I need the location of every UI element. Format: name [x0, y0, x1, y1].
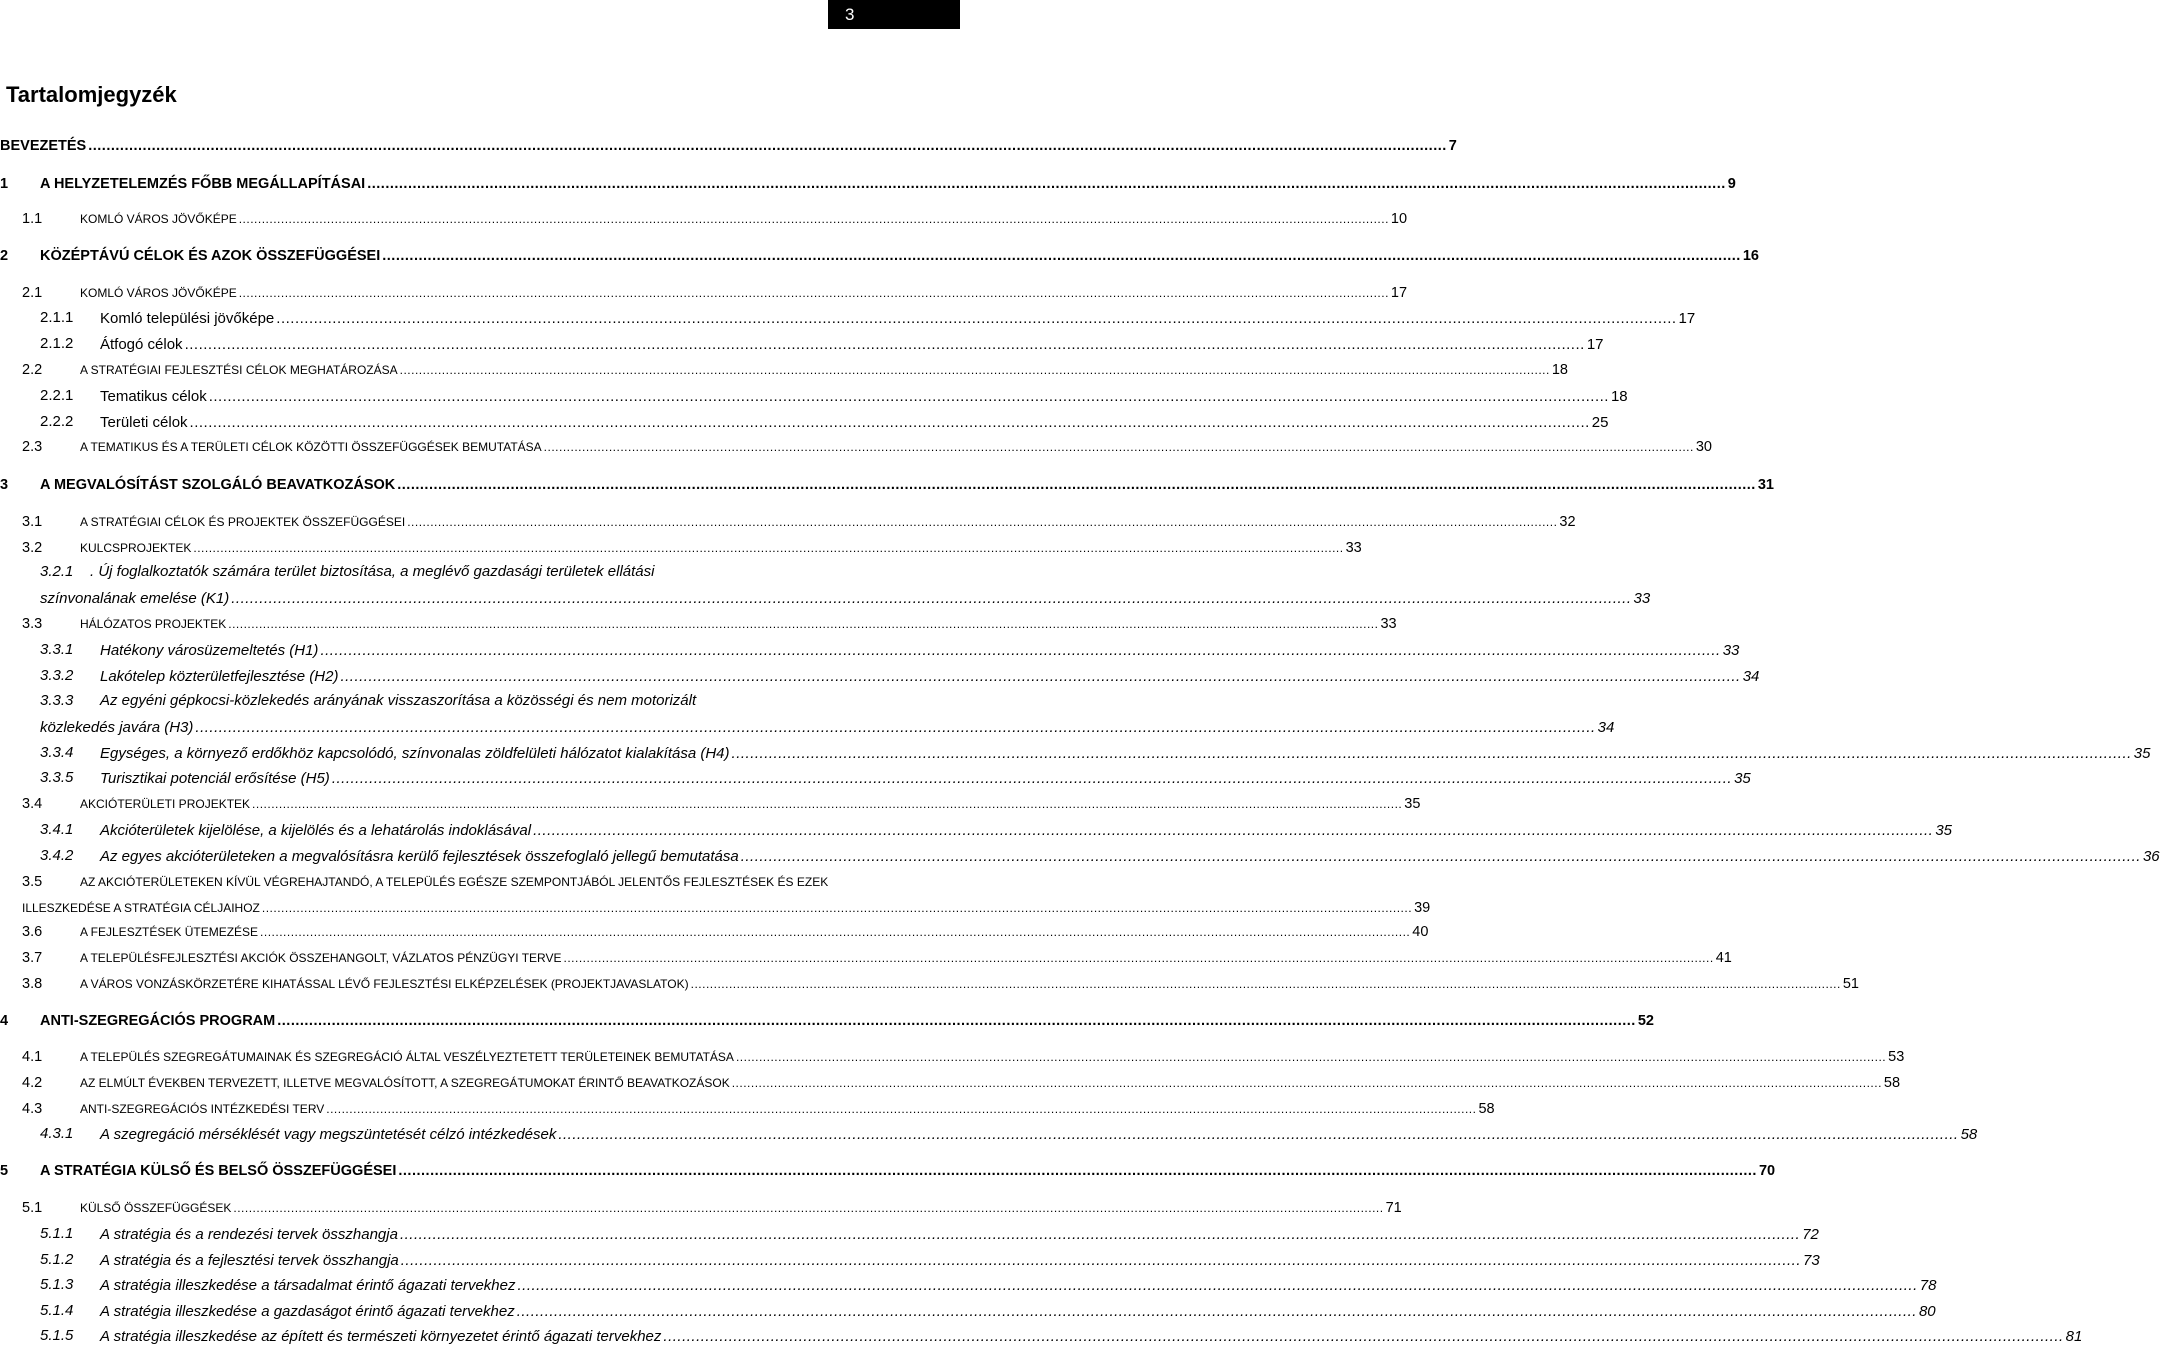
toc-entry[interactable]: [0, 1195, 1402, 1221]
toc-entry-number: 3.2: [22, 540, 43, 556]
toc-leader-dots: ............................................................................................................................................................................................................................................................................................................: [340, 667, 1741, 685]
toc-entry-page: 71: [1385, 1200, 1402, 1216]
toc-entry-page: 73: [1803, 1251, 1820, 1269]
toc-entry-title: A stratégia és a rendezési tervek összhangja: [100, 1225, 398, 1243]
toc-entry-title: BEVEZETÉS: [0, 138, 87, 154]
toc-entry-page: 30: [1695, 439, 1712, 455]
toc-entry-title: ANTI-SZEGREGÁCIÓS PROGRAM: [40, 1013, 276, 1029]
toc-leader-dots: ............................................................................................................................................................................................................................................................................................................: [516, 1302, 1917, 1320]
toc-entry-number: 3.1: [22, 514, 43, 530]
toc-entry-title: Komló települési jövőképe: [100, 309, 275, 327]
toc-entry-title: KOMLÓ VÁROS JÖVŐKÉPE: [80, 286, 237, 300]
toc-entry-title: A stratégia illeszkedése az épített és természeti környezetet érintő ágazati tervekhez: [100, 1327, 662, 1345]
toc-leader-dots: ............................................................................................................................................................................................................................................................................................................: [252, 797, 1403, 811]
toc-leader-dots: ............................................................................................................................................................................................................................................................................................................: [398, 1163, 1757, 1179]
toc-entry[interactable]: [0, 817, 1953, 843]
toc-entry-title: KÖZÉPTÁVÚ CÉLOK ÉS AZOK ÖSSZEFÜGGÉSEI: [40, 248, 381, 264]
toc-entry[interactable]: [0, 1008, 1654, 1034]
toc-entry-number: 3.3.2: [40, 667, 74, 684]
toc-entry-title: A stratégia illeszkedése a gazdaságot érintő ágazati tervekhez: [100, 1302, 515, 1320]
toc-leader-dots: ............................................................................................................................................................................................................................................................................................................: [277, 1013, 1636, 1029]
toc-entry[interactable]: [0, 791, 1421, 817]
toc-entry-number: 1.1: [22, 211, 43, 227]
toc-entry-number: 2.2: [22, 362, 43, 378]
toc-entry-page: 36: [2142, 847, 2160, 865]
toc-entry[interactable]: [0, 1298, 1936, 1324]
toc-leader-dots: ............................................................................................................................................................................................................................................................................................................: [407, 515, 1558, 529]
toc-leader-dots: ............................................................................................................................................................................................................................................................................................................: [88, 138, 1447, 154]
toc-entry-title: Turisztikai potenciál erősítése (H5): [100, 769, 330, 787]
toc-entry[interactable]: [0, 1272, 1937, 1298]
toc-entry-number: 2.1.2: [40, 335, 74, 352]
toc-entry-title: A MEGVALÓSÍTÁST SZOLGÁLÓ BEAVATKOZÁSOK: [40, 477, 396, 493]
toc-entry-title: Átfogó célok: [100, 335, 183, 353]
toc-entry-page: 32: [1559, 514, 1576, 530]
toc-entry-page: 58: [1883, 1075, 1901, 1091]
toc-leader-dots: ............................................................................................................................................................................................................................................................................................................: [261, 901, 1413, 915]
toc-entry-page: 16: [1742, 248, 1759, 264]
toc-leader-dots: ............................................................................................................................................................................................................................................................................................................: [320, 641, 1721, 659]
toc-entry-page: 31: [1757, 477, 1774, 493]
toc-entry-title-line1: AZ AKCIÓTERÜLETEKEN KÍVÜL VÉGREHAJTANDÓ, A TELEPÜLÉS EGÉSZE SZEMPONTJÁBÓL JELENTŐS FEJLESZTÉSEK ÉS EZEK: [80, 875, 829, 889]
toc-leader-dots: ............................................................................................................................................................................................................................................................................................................: [228, 617, 1379, 631]
toc-entry-number: 2.2.2: [40, 413, 74, 430]
toc-entry-page: 35: [2133, 744, 2151, 762]
toc-entry[interactable]: [0, 331, 1604, 357]
toc-entry-number: 3.3.1: [40, 641, 74, 658]
toc-entry-page: 35: [1404, 796, 1421, 812]
toc-entry-number: 2.2.1: [40, 387, 74, 404]
toc-leader-dots: ............................................................................................................................................................................................................................................................................................................: [663, 1327, 2064, 1345]
toc-entry-title: A STRATÉGIAI CÉLOK ÉS PROJEKTEK ÖSSZEFÜGGÉSEI: [80, 515, 406, 529]
toc-entry[interactable]: [0, 434, 1712, 460]
toc-leader-dots: ............................................................................................................................................................................................................................................................................................................: [397, 477, 1756, 493]
toc-entry-number: 2: [0, 248, 9, 264]
toc-entry[interactable]: [0, 1158, 1776, 1184]
toc-entry-number: 3.3.3: [40, 692, 74, 709]
toc-entry-page: 17: [1390, 285, 1408, 301]
toc-entry-number: 5.1.1: [40, 1225, 74, 1242]
toc-leader-dots: ............................................................................................................................................................................................................................................................................................................: [193, 541, 1344, 555]
toc-leader-dots: ............................................................................................................................................................................................................................................................................................................: [735, 1050, 1887, 1064]
toc-entry-page: 17: [1678, 309, 1696, 327]
toc-leader-dots: ............................................................................................................................................................................................................................................................................................................: [195, 718, 1596, 736]
toc-leader-dots: ............................................................................................................................................................................................................................................................................................................: [367, 176, 1726, 192]
toc-entry-number: 1: [0, 176, 9, 192]
toc-entry-number: 3.5: [22, 874, 43, 890]
toc-entry-page: 7: [1448, 138, 1457, 154]
toc-entry-page: 51: [1842, 976, 1859, 992]
toc-entry-page: 34: [1597, 718, 1615, 736]
toc-entry[interactable]: [0, 1247, 1820, 1273]
toc-entry-title: A STRATÉGIA KÜLSŐ ÉS BELSŐ ÖSSZEFÜGGÉSEI: [40, 1163, 397, 1179]
toc-entry-title: Az egyes akcióterületeken a megvalósításra kerülő fejlesztések összefoglaló jellegű bemutatása: [100, 847, 739, 865]
toc-entry-page: 58: [1960, 1125, 1978, 1143]
toc-entry-number: 3.2.1: [40, 563, 74, 580]
toc-entry-title: ANTI-SZEGREGÁCIÓS INTÉZKEDÉSI TERV: [80, 1102, 325, 1116]
toc-entry-number: 2.1: [22, 285, 43, 301]
toc-entry-title: KÜLSŐ ÖSSZEFÜGGÉSEK: [80, 1201, 232, 1215]
toc-entry-page: 52: [1637, 1013, 1654, 1029]
toc-entry[interactable]: [0, 535, 1362, 561]
toc-entry-number: 3.4.1: [40, 821, 74, 838]
toc-entry[interactable]: [0, 843, 2160, 869]
toc-entry-page: 18: [1551, 362, 1568, 378]
toc-entry-page: 25: [1591, 413, 1609, 431]
toc-entry-title: A FEJLESZTÉSEK ÜTEMEZÉSE: [80, 925, 259, 939]
toc-entry-page: 18: [1610, 387, 1628, 405]
toc-entry-number: 4.2: [22, 1075, 43, 1091]
toc-entry-page: 33: [1345, 540, 1362, 556]
toc-leader-dots: ............................................................................................................................................................................................................................................................................................................: [260, 925, 1411, 939]
toc-entry-page: 70: [1758, 1163, 1776, 1179]
toc-entry[interactable]: [0, 919, 1429, 945]
toc-entry-number: 5.1.5: [40, 1327, 74, 1344]
toc-entry-title: Hatékony városüzemeltetés (H1): [100, 641, 319, 659]
toc-entry[interactable]: [0, 611, 1397, 637]
toc-entry[interactable]: [0, 945, 1732, 971]
toc-entry-title: AKCIÓTERÜLETI PROJEKTEK: [80, 797, 251, 811]
toc-entry-title: AZ ELMÚLT ÉVEKBEN TERVEZETT, ILLETVE MEGVALÓSÍTOTT, A SZEGREGÁTUMOKAT ÉRINTŐ BEAVATKOZÁSOK: [80, 1076, 730, 1090]
toc-entry[interactable]: [0, 1121, 1978, 1147]
toc-entry-title: A stratégia illeszkedése a társadalmat érintő ágazati tervekhez: [100, 1276, 516, 1294]
toc-entry-title: A stratégia és a fejlesztési tervek összhangja: [100, 1251, 399, 1269]
toc-entry-title: HÁLÓZATOS PROJEKTEK: [80, 617, 227, 631]
toc-entry-title: A TELEPÜLÉS SZEGREGÁTUMAINAK ÉS SZEGREGÁCIÓ ÁLTAL VESZÉLYEZTETETT TERÜLETEINEK BEMUTATÁSA: [80, 1050, 734, 1064]
toc-entry-title: KOMLÓ VÁROS JÖVŐKÉPE: [80, 212, 237, 226]
toc-entry[interactable]: [0, 559, 1651, 611]
toc-entry[interactable]: [0, 133, 1457, 159]
toc-entry-number: 3.3.5: [40, 769, 74, 786]
toc-entry-number: 5: [0, 1163, 9, 1179]
toc-leader-dots: ............................................................................................................................................................................................................................................................................................................: [184, 335, 1585, 353]
toc-entry-title: Tematikus célok: [100, 387, 207, 405]
toc-leader-dots: ............................................................................................................................................................................................................................................................................................................: [731, 744, 2132, 762]
toc-entry[interactable]: [0, 1070, 1901, 1096]
toc-entry-title: A STRATÉGIAI FEJLESZTÉSI CÉLOK MEGHATÁROZÁSA: [80, 363, 398, 377]
toc-entry-title: A szegregáció mérséklését vagy megszüntetését célzó intézkedések: [100, 1125, 557, 1143]
page-number: 3: [845, 5, 855, 24]
toc-entry-title: közlekedés javára (H3): [40, 718, 194, 736]
toc-entry-number: 4.3.1: [40, 1125, 74, 1142]
toc-entry-page: 35: [1734, 769, 1751, 787]
toc-entry[interactable]: [0, 1096, 1495, 1122]
toc-leader-dots: ............................................................................................................................................................................................................................................................................................................: [233, 1201, 1384, 1215]
toc-entry[interactable]: [0, 663, 1760, 689]
toc-entry-page: 81: [2065, 1327, 2083, 1345]
toc-entry-number: 4.3: [22, 1101, 43, 1117]
toc-entry-number: 2.1.1: [40, 309, 74, 326]
toc-entry-title-line1: Az egyéni gépkocsi-közlekedés arányának visszaszorítása a közösségi és nem motorizált: [100, 692, 697, 709]
toc-entry-title: ILLESZKEDÉSE A STRATÉGIA CÉLJAIHOZ: [22, 901, 260, 915]
toc-entry-page: 78: [1919, 1276, 1937, 1294]
toc-leader-dots: ............................................................................................................................................................................................................................................................................................................: [731, 1076, 1882, 1090]
toc-entry[interactable]: [0, 472, 1774, 498]
toc-entry-page: 41: [1715, 950, 1732, 966]
toc-entry-number: 5.1.2: [40, 1251, 74, 1268]
toc-entry-title: Lakótelep közterületfejlesztése (H2): [100, 667, 339, 685]
toc-entry[interactable]: [0, 357, 1568, 383]
toc-entry[interactable]: [0, 688, 1615, 740]
toc-entry-page: 72: [1802, 1225, 1819, 1243]
toc-entry-page: 53: [1888, 1049, 1905, 1065]
toc-entry[interactable]: [0, 383, 1628, 409]
toc-leader-dots: ............................................................................................................................................................................................................................................................................................................: [276, 309, 1677, 327]
toc-entry[interactable]: [0, 509, 1576, 535]
toc-leader-dots: ............................................................................................................................................................................................................................................................................................................: [238, 286, 1389, 300]
toc-entry-title-line1: . Új foglalkoztatók számára terület biztosítása, a meglévő gazdasági területek ellátási: [90, 563, 655, 580]
toc-entry-page: 39: [1414, 900, 1431, 916]
toc-entry-number: 5.1.4: [40, 1302, 74, 1319]
toc-entry[interactable]: [0, 637, 1740, 663]
toc-leader-dots: ............................................................................................................................................................................................................................................................................................................: [563, 951, 1714, 965]
toc-leader-dots: ............................................................................................................................................................................................................................................................................................................: [331, 769, 1733, 787]
toc-entry-page: 34: [1742, 667, 1760, 685]
toc-entry-number: 3.3: [22, 616, 43, 632]
toc-entry[interactable]: [0, 171, 1736, 197]
toc-entry[interactable]: [0, 740, 2151, 766]
toc-entry-title: Egységes, a környező erdőkhöz kapcsolódó, színvonalas zöldfelületi hálózatot kialakítása (H4): [100, 744, 730, 762]
toc-leader-dots: ............................................................................................................................................................................................................................................................................................................: [558, 1125, 1959, 1143]
toc-entry-page: 9: [1727, 176, 1736, 192]
toc-leader-dots: ............................................................................................................................................................................................................................................................................................................: [382, 248, 1741, 264]
toc-entry[interactable]: [0, 305, 1696, 331]
toc-entry-title: Területi célok: [100, 413, 188, 431]
toc-entry-page: 35: [1935, 821, 1953, 839]
toc-entry-title: Akcióterületek kijelölése, a kijelölés és a lehatárolás indoklásával: [100, 821, 532, 839]
toc-entry-page: 33: [1722, 641, 1740, 659]
toc-entry[interactable]: [0, 971, 1859, 997]
toc-leader-dots: ............................................................................................................................................................................................................................................................................................................: [740, 847, 2141, 865]
toc-entry[interactable]: [0, 409, 1609, 435]
toc-leader-dots: ............................................................................................................................................................................................................................................................................................................: [399, 363, 1550, 377]
toc-leader-dots: ............................................................................................................................................................................................................................................................................................................: [326, 1102, 1477, 1116]
toc-entry[interactable]: [0, 280, 1408, 306]
toc-entry[interactable]: [0, 869, 1431, 921]
toc-leader-dots: ............................................................................................................................................................................................................................................................................................................: [208, 387, 1609, 405]
toc-entry-title: A TELEPÜLÉSFEJLESZTÉSI AKCIÓK ÖSSZEHANGOLT, VÁZLATOS PÉNZÜGYI TERVE: [80, 951, 562, 965]
toc-entry[interactable]: [0, 765, 1751, 791]
toc-entry-page: 17: [1586, 335, 1604, 353]
toc-leader-dots: ............................................................................................................................................................................................................................................................................................................: [238, 212, 1389, 226]
toc-leader-dots: ............................................................................................................................................................................................................................................................................................................: [189, 413, 1590, 431]
toc-entry-page: 33: [1380, 616, 1397, 632]
toc-leader-dots: ............................................................................................................................................................................................................................................................................................................: [231, 589, 1632, 607]
toc-entry-title: A HELYZETELEMZÉS FŐBB MEGÁLLAPÍTÁSAI: [40, 176, 366, 192]
toc-entry-page: 80: [1918, 1302, 1936, 1320]
toc-entry-number: 3.4: [22, 796, 43, 812]
toc-entry-number: 3.8: [22, 976, 43, 992]
toc-entry-number: 3: [0, 477, 9, 493]
page-title: Tartalomjegyzék: [6, 82, 177, 107]
toc-leader-dots: ............................................................................................................................................................................................................................................................................................................: [400, 1251, 1802, 1269]
toc-entry-title: színvonalának emelése (K1): [40, 589, 230, 607]
toc-entry-page: 58: [1478, 1101, 1495, 1117]
toc-entry-title: A VÁROS VONZÁSKÖRZETÉRE KIHATÁSSAL LÉVŐ FEJLESZTÉSI ELKÉPZELÉSEK (PROJEKTJAVASLATOK): [80, 977, 689, 991]
toc-leader-dots: ............................................................................................................................................................................................................................................................................................................: [690, 977, 1841, 991]
toc-leader-dots: ............................................................................................................................................................................................................................................................................................................: [533, 821, 1934, 839]
toc-entry[interactable]: [0, 1323, 2083, 1349]
toc-entry-page: 40: [1412, 924, 1429, 940]
toc-entry-number: 3.7: [22, 950, 43, 966]
toc-entry-number: 4.1: [22, 1049, 43, 1065]
toc-entry-title: A TEMATIKUS ÉS A TERÜLETI CÉLOK KÖZÖTTI ÖSSZEFÜGGÉSEK BEMUTATÁSA: [80, 440, 542, 454]
toc-entry-number: 3.4.2: [40, 847, 74, 864]
toc-entry-number: 3.6: [22, 924, 43, 940]
toc-entry-number: 5.1.3: [40, 1276, 74, 1293]
toc-leader-dots: ............................................................................................................................................................................................................................................................................................................: [399, 1225, 1801, 1243]
toc-entry-page: 10: [1390, 211, 1408, 227]
toc-entry-number: 2.3: [22, 439, 43, 455]
toc-entry-title: KULCSPROJEKTEK: [80, 541, 192, 555]
toc-leader-dots: ............................................................................................................................................................................................................................................................................................................: [517, 1276, 1918, 1294]
toc-entry-number: 4: [0, 1013, 9, 1029]
toc-entry[interactable]: [0, 1221, 1819, 1247]
toc-entry-number: 5.1: [22, 1200, 43, 1216]
toc-entry[interactable]: [0, 206, 1408, 232]
toc-entry-number: 3.3.4: [40, 744, 74, 761]
toc-leader-dots: ............................................................................................................................................................................................................................................................................................................: [543, 440, 1694, 454]
toc-entry[interactable]: [0, 1044, 1905, 1070]
toc-entry[interactable]: [0, 243, 1759, 269]
toc-entry-page: 33: [1633, 589, 1651, 607]
